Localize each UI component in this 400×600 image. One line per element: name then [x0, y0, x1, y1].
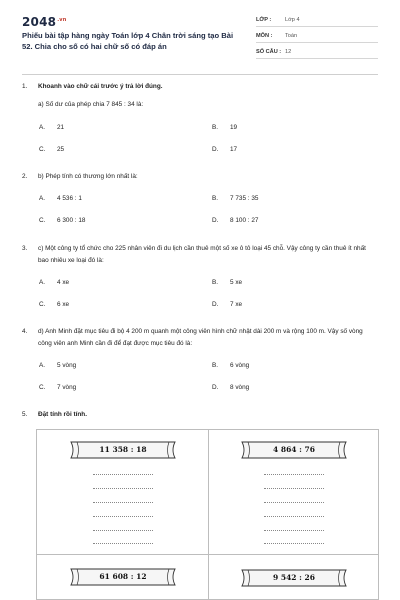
option-text: 25 — [57, 146, 65, 153]
calc-expression: 4 864 : 76 — [273, 445, 315, 454]
calculation-grid — [36, 429, 379, 600]
option-letter: D. — [212, 384, 219, 391]
option-text: 4 xe — [57, 279, 70, 286]
answer-line[interactable] — [264, 502, 324, 503]
option-text: 19 — [230, 124, 238, 131]
meta-grade-label: LỚP : — [256, 17, 272, 23]
option-letter: B. — [212, 362, 219, 369]
grid-divider-vertical — [208, 430, 209, 600]
answer-line[interactable] — [93, 502, 153, 503]
option-letter: A. — [39, 279, 46, 286]
option-letter: D. — [212, 301, 219, 308]
calc-banner-4 — [238, 567, 350, 589]
calc-banner-1 — [67, 439, 179, 461]
option-text: 5 vòng — [57, 362, 77, 369]
question-text: d) Anh Minh đặt mục tiêu đi bộ 4 200 m quanh một công viên hình chữ nhật dài 200 m và rộng 100 m. Vậy số vòng công viên anh Minh cần đi để đạt được mục tiêu đó là: — [38, 328, 363, 347]
option-text: 5 xe — [230, 279, 243, 286]
option-text: 6 300 : 18 — [57, 217, 86, 224]
question-text: Khoanh vào chữ cái trước ý trả lời đúng. — [38, 83, 163, 90]
question-number: 1. — [22, 83, 28, 90]
question-text: c) Một công ty tổ chức cho 225 nhân viên đi du lịch cần thuê một số xe ô tô loại 45 chỗ. Vậy công ty cần thuê ít nhất bao nhiêu xe loại đó là: — [38, 245, 366, 264]
answer-line[interactable] — [93, 516, 153, 517]
option-text: 6 vòng — [230, 362, 250, 369]
logo-suffix: .vn — [57, 17, 67, 23]
answer-line[interactable] — [93, 543, 153, 544]
meta-grade-row — [256, 14, 378, 27]
question-text: b) Phép tính có thương lớn nhất là: — [38, 173, 138, 180]
calc-expression: 61 608 : 12 — [99, 572, 147, 581]
option-letter: B. — [212, 279, 219, 286]
option-text: 7 xe — [230, 301, 243, 308]
worksheet-header — [0, 0, 400, 70]
calc-banner-3 — [67, 566, 179, 588]
header-divider — [22, 74, 378, 75]
option-letter: C. — [39, 146, 46, 153]
calc-expression: 9 542 : 26 — [273, 573, 315, 582]
answer-line[interactable] — [264, 543, 324, 544]
option-letter: C. — [39, 384, 46, 391]
meta-count-value: 12 — [285, 49, 292, 55]
meta-count-label: SỐ CÂU : — [256, 49, 282, 55]
question-number: 4. — [22, 328, 28, 335]
question-number: 3. — [22, 245, 28, 252]
answer-line[interactable] — [264, 530, 324, 531]
option-text: 8 100 : 27 — [230, 217, 259, 224]
answer-line[interactable] — [264, 488, 324, 489]
option-letter: B. — [212, 195, 219, 202]
option-text: 21 — [57, 124, 65, 131]
option-letter: C. — [39, 301, 46, 308]
option-text: 4 536 : 1 — [57, 195, 82, 202]
question-number: 2. — [22, 173, 28, 180]
answer-line[interactable] — [264, 516, 324, 517]
answer-line[interactable] — [93, 474, 153, 475]
option-letter: B. — [212, 124, 219, 131]
option-text: 8 vòng — [230, 384, 250, 391]
question-1-subtext: a) Số dư của phép chia 7 845 : 34 là: — [38, 101, 144, 108]
answer-line[interactable] — [93, 488, 153, 489]
logo-text: 2048 — [22, 15, 57, 29]
option-text: 6 xe — [57, 301, 70, 308]
option-text: 7 735 : 35 — [230, 195, 259, 202]
question-text: Đặt tính rồi tính. — [38, 411, 87, 418]
calc-banner-2 — [238, 439, 350, 461]
answer-line[interactable] — [93, 530, 153, 531]
question-number: 5. — [22, 411, 28, 418]
option-letter: A. — [39, 362, 46, 369]
meta-subject-value: Toán — [285, 33, 298, 39]
grid-divider-horizontal — [37, 554, 378, 555]
option-text: 17 — [230, 146, 238, 153]
option-letter: D. — [212, 217, 219, 224]
meta-subject-label: MÔN : — [256, 33, 273, 39]
site-logo[interactable] — [22, 15, 67, 29]
meta-grade-value: Lớp 4 — [285, 17, 300, 23]
option-letter: C. — [39, 217, 46, 224]
option-text: 7 vòng — [57, 384, 77, 391]
meta-count-row — [256, 46, 378, 59]
option-letter: D. — [212, 146, 219, 153]
option-letter: A. — [39, 124, 46, 131]
calc-expression: 11 358 : 18 — [99, 445, 147, 454]
answer-line[interactable] — [264, 474, 324, 475]
meta-subject-row — [256, 30, 378, 43]
worksheet-title: Phiếu bài tập hàng ngày Toán lớp 4 Chân trời sáng tạo Bài 52. Chia cho số có hai chữ số có đáp án — [22, 31, 234, 51]
option-letter: A. — [39, 195, 46, 202]
